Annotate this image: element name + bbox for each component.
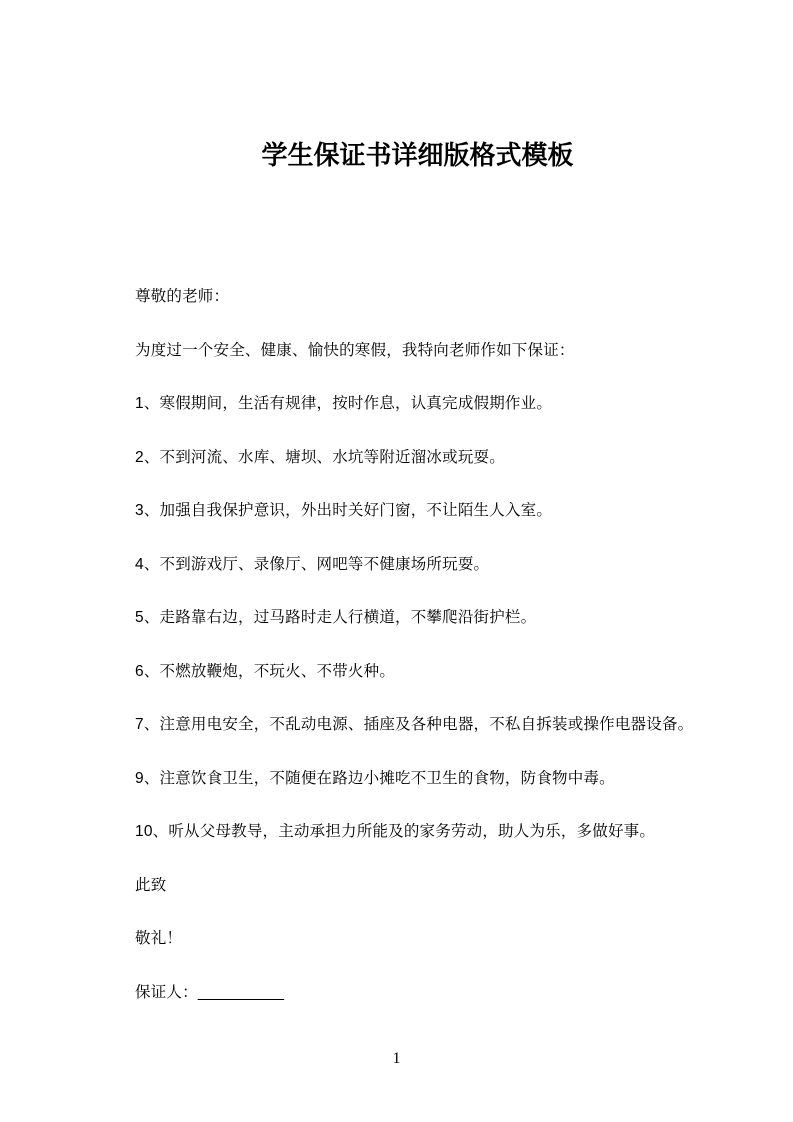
pledge-item-6: 6、不燃放鞭炮，不玩火、不带火种。 — [135, 662, 396, 680]
signature-label: 保证人： — [135, 983, 198, 1001]
document-title: 学生保证书详细版格式模板 — [261, 140, 574, 170]
closing-jingli: 敬礼！ — [135, 930, 183, 947]
pledge-item-4: 4、不到游戏厅、录像厅、网吧等不健康场所玩耍。 — [135, 555, 490, 573]
pledge-item-9: 9、注意饮食卫生，不随便在路边小摊吃不卫生的食物，防食物中毒。 — [135, 769, 615, 787]
signature-blank: __________ — [197, 983, 285, 1001]
pledge-item-5: 5、走路靠右边，过马路时走人行横道，不攀爬沿街护栏。 — [135, 609, 537, 626]
salutation: 尊敬的老师： — [135, 288, 230, 305]
pledge-item-3: 3、加强自我保护意识，外出时关好门窗，不让陌生人入室。 — [135, 502, 553, 519]
pledge-item-10: 10、听从父母教导，主动承担力所能及的家务劳动，助人为乐，多做好事。 — [135, 823, 656, 840]
page-number: 1 — [392, 1050, 401, 1067]
pledge-item-2: 2、不到河流、水库、塘坝、水坑等附近溜冰或玩耍。 — [135, 448, 505, 466]
intro-paragraph: 为度过一个安全、健康、愉快的寒假，我特向老师作如下保证： — [135, 341, 575, 359]
pledge-item-7: 7、注意用电安全，不乱动电源、插座及各种电器，不私自拆装或操作电器设备。 — [135, 716, 694, 733]
signature-line — [135, 982, 700, 1004]
closing-cizhi: 此致 — [135, 876, 167, 894]
pledge-item-1: 1、寒假期间，生活有规律，按时作息，认真完成假期作业。 — [135, 395, 553, 412]
